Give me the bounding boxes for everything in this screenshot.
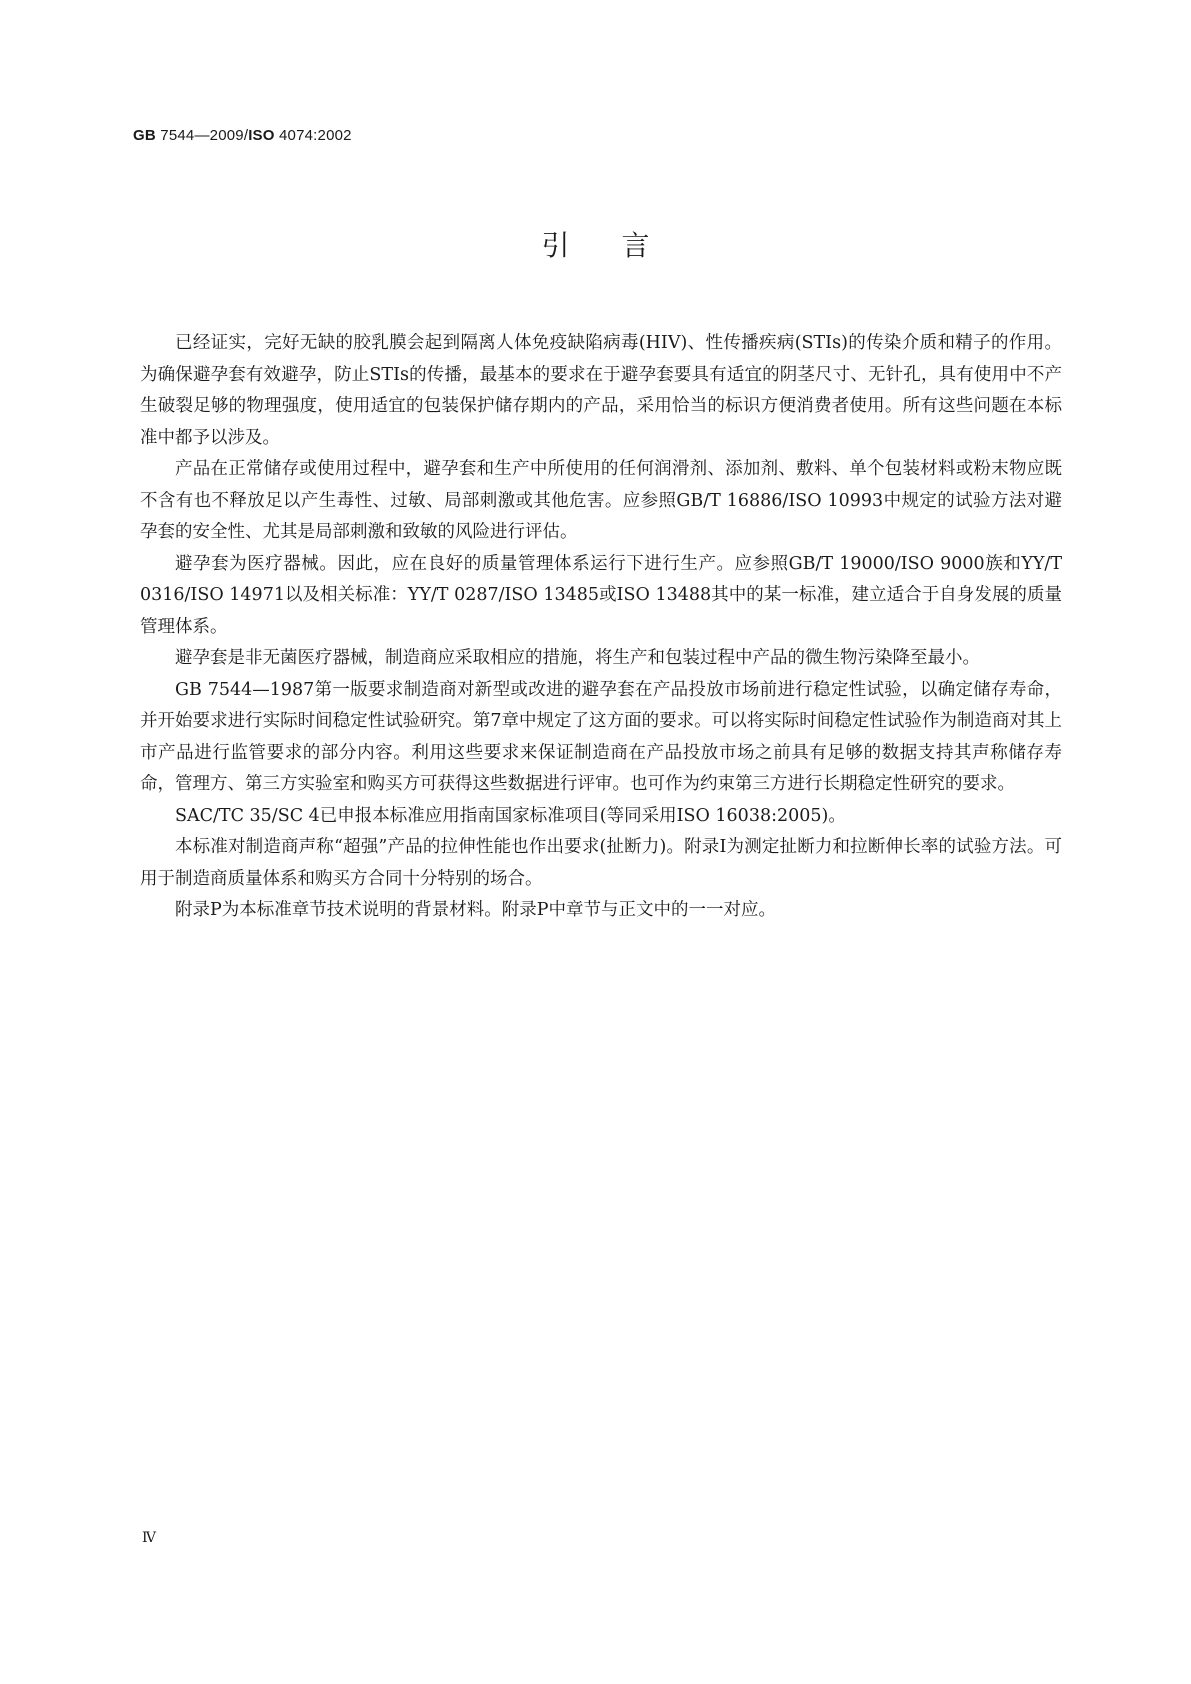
- standard-number: 7544—2009/: [160, 127, 249, 144]
- paragraph: SAC/TC 35/SC 4已申报本标准应用指南国家标准项目(等同采用ISO 16038:2005)。: [175, 805, 846, 826]
- paragraph: 附录P为本标准章节技术说明的背景材料。附录P中章节与正文中的一一对应。: [175, 900, 777, 920]
- standard-code: GB: [133, 127, 156, 144]
- introduction-body: [140, 328, 1062, 927]
- iso-code: ISO: [248, 127, 275, 144]
- page-number: Ⅳ: [142, 1530, 156, 1546]
- paragraph: 避孕套是非无菌医疗器械，制造商应采取相应的措施，将生产和包装过程中产品的微生物污染降至最小。: [175, 648, 980, 668]
- paragraph: 已经证实，完好无缺的胶乳膜会起到隔离人体免疫缺陷病毒(HIV)、性传播疾病(STIs)的传染介质和精子的作用。为确保避孕套有效避孕，防止STIs的传播，最基本的要求在于避孕套要具有适宜的阴茎尺寸、无针孔，具有使用中不产生破裂足够的物理强度，使用适宜的包装保护储存期内的产品，采用恰当的标识方便消费者使用。所有这些问题在本标准中都予以涉及。: [140, 333, 1062, 448]
- document-header: [133, 127, 352, 144]
- paragraph: 产品在正常储存或使用过程中，避孕套和生产中所使用的任何润滑剂、添加剂、敷料、单个包装材料或粉末物应既不含有也不释放足以产生毒性、过敏、局部刺激或其他危害。应参照GB/T 16886/ISO 10993中规定的试验方法对避孕套的安全性、尤其是局部刺激和致敏的风险进行评估。: [140, 459, 1062, 542]
- paragraph: 本标准对制造商声称“超强”产品的拉伸性能也作出要求(扯断力)。附录I为测定扯断力和拉断伸长率的试验方法。可用于制造商质量体系和购买方合同十分特别的场合。: [140, 837, 1062, 889]
- paragraph: 避孕套为医疗器械。因此，应在良好的质量管理体系运行下进行生产。应参照GB/T 19000/ISO 9000族和YY/T 0316/ISO 14971以及相关标准：YY/T 0287/ISO 13485或ISO 13488其中的某一标准，建立适合于自身发展的质量管理体系。: [140, 553, 1062, 637]
- page-title: 引言: [541, 229, 702, 262]
- paragraph: GB 7544—1987第一版要求制造商对新型或改进的避孕套在产品投放市场前进行稳定性试验，以确定储存寿命，并开始要求进行实际时间稳定性试验研究。第7章中规定了这方面的要求。可以将实际时间稳定性试验作为制造商对其上市产品进行监管要求的部分内容。利用这些要求来保证制造商在产品投放市场之前具有足够的数据支持其声称储存寿命，管理方、第三方实验室和购买方可获得这些数据进行评审。也可作为约束第三方进行长期稳定性研究的要求。: [140, 679, 1062, 794]
- iso-number: 4074:2002: [279, 127, 352, 144]
